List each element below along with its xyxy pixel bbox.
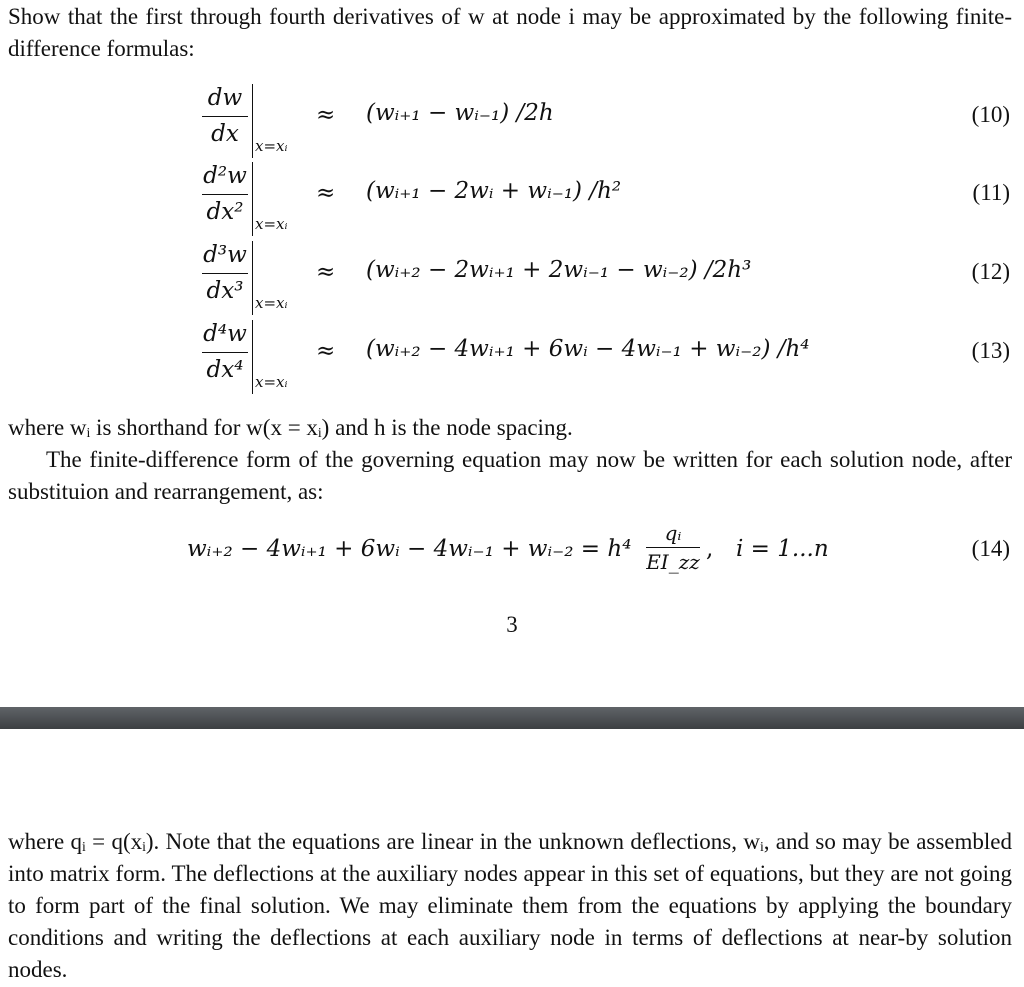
evaluation-bar <box>252 84 253 158</box>
equation-number: (14) <box>971 536 1010 561</box>
approx-symbol: ≈ <box>316 102 336 128</box>
fraction-numerator: d⁴w <box>203 321 247 347</box>
evaluation-bar <box>252 162 253 236</box>
equation-rhs: (wᵢ₊₂ − 4wᵢ₊₁ + 6wᵢ − 4wᵢ₋₁ + wᵢ₋₂) /h⁴ <box>366 336 810 362</box>
fraction-denominator: dx² <box>206 199 244 225</box>
intro-paragraph: Show that the first through fourth derivatives of w at node i may be approximated by the following finite-difference formulas: <box>8 4 1012 61</box>
equation-13 <box>0 320 1024 398</box>
fraction-denominator: dx³ <box>206 278 244 304</box>
equation-14 <box>0 520 1024 590</box>
evaluation-point: x=xᵢ <box>255 373 288 391</box>
page-number: 3 <box>506 612 518 637</box>
fraction-numerator: dw <box>207 85 243 111</box>
fraction-bar <box>202 116 248 117</box>
equation-lhs: wᵢ₊₂ − 4wᵢ₊₁ + 6wᵢ − 4wᵢ₋₁ + wᵢ₋₂ = h⁴ <box>187 536 632 562</box>
evaluation-bar <box>252 241 253 315</box>
page-divider <box>0 707 1024 729</box>
load-fraction <box>642 520 704 575</box>
fraction-denominator: dx <box>211 121 239 147</box>
fraction-numerator: d³w <box>203 242 247 268</box>
evaluation-bar <box>252 320 253 394</box>
evaluation-point: x=xᵢ <box>255 137 288 155</box>
equation-number: (12) <box>971 259 1010 284</box>
governing-equation-text: The finite-difference form of the governing equation may now be written for each solution node, after substituion and rearrangement, as: <box>8 447 1012 504</box>
evaluation-point: x=xᵢ <box>255 215 288 233</box>
equation-11 <box>0 162 1024 240</box>
governing-equation-paragraph <box>8 444 1012 508</box>
fraction-denominator: EI_zz <box>646 550 700 574</box>
fraction-denominator: dx⁴ <box>206 357 244 383</box>
fraction-numerator: d²w <box>203 163 247 189</box>
where-definition: where wᵢ is shorthand for w(x = xᵢ) and h is the node spacing. <box>8 415 573 440</box>
equation-rhs: (wᵢ₊₁ − 2wᵢ + wᵢ₋₁) /h² <box>366 178 622 204</box>
index-range: i = 1...n <box>736 536 829 562</box>
equation-number: (13) <box>971 338 1010 363</box>
equation-10 <box>0 84 1024 162</box>
fraction-bar <box>646 547 700 548</box>
approx-symbol: ≈ <box>316 259 336 285</box>
fraction-bar <box>202 194 248 195</box>
linear-system-paragraph: where qᵢ = q(xᵢ). Note that the equations are linear in the unknown deflections, wᵢ, and so may be assembled into matrix form. The deflections at the auxiliary nodes appear in this set of equations, but they are not going to form part of the final solution. We may eliminate them from the equations by applying the boundary conditions and writing the deflections at each auxiliary node in terms of deflections at near-by solution nodes. <box>8 829 1012 982</box>
evaluation-point: x=xᵢ <box>255 294 288 312</box>
equation-rhs: (wᵢ₊₁ − wᵢ₋₁) /2h <box>366 100 554 126</box>
equation-comma: , <box>706 536 714 562</box>
fraction-bar <box>202 352 248 353</box>
equation-rhs: (wᵢ₊₂ − 2wᵢ₊₁ + 2wᵢ₋₁ − wᵢ₋₂) /2h³ <box>366 257 752 283</box>
equation-12 <box>0 241 1024 319</box>
fraction-numerator: qᵢ <box>664 521 682 545</box>
approx-symbol: ≈ <box>316 180 336 206</box>
equation-number: (10) <box>971 102 1010 127</box>
equation-number: (11) <box>972 180 1010 205</box>
fraction-bar <box>202 273 248 274</box>
approx-symbol: ≈ <box>316 338 336 364</box>
